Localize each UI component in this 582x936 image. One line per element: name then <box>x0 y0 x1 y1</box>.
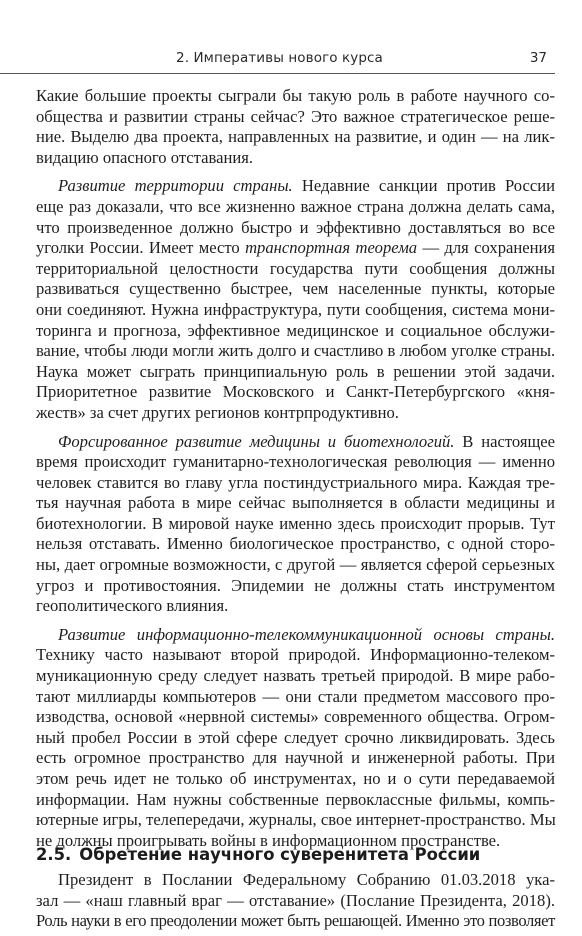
body-text <box>36 86 555 851</box>
text-run: — для сохранения <box>417 238 555 258</box>
paragraph-intro <box>36 86 555 168</box>
paragraph-medicine <box>36 432 555 617</box>
text-run: уголки России. Имеет место <box>36 238 246 258</box>
text-line: общества и развитии страны сейчас? Это важное стратегическое реше- <box>36 106 555 126</box>
paragraph-territory <box>36 176 555 423</box>
text-line: ны, дает огромные возможности, с другой — является сферой серьезных <box>36 555 555 575</box>
text-line: этом речь идет не только об инструментах, но и о сути передаваемой <box>36 769 555 788</box>
text-line: территориальной целостности государства пути сообщения должны <box>36 258 555 278</box>
text-line: зал — «наш главный враг — отставание» (Послание Президента, 2018). <box>36 890 555 910</box>
section-title: Обретение научного суверенитета России <box>79 845 481 864</box>
text-line: Роль науки в его преодолении может быть решающей. Именно это позволяет <box>36 911 555 931</box>
text-line: что произведенное должно быстро и эффективно доставляться во все <box>36 217 555 237</box>
text-line: Какие большие проекты сыграли бы такую роль в работе научного со- <box>36 86 555 105</box>
section-body <box>36 870 555 932</box>
text-line <box>36 625 555 646</box>
text-line: Президент в Послании Федеральному Собранию 01.03.2018 ука- <box>58 870 555 889</box>
text-line: ние. Выделю два проекта, направленных на развитие, и один — на лик- <box>36 127 555 147</box>
italic-lead: Развитие информационно-телекоммуникационной основы страны. <box>58 624 555 644</box>
section-number: 2.5. <box>36 845 72 864</box>
text-line: муникационную среду следует назвать третьей природой. В мире рабо- <box>36 666 555 686</box>
text-line: жеств» за счет других регионов контрпродуктивно. <box>36 402 399 422</box>
text-line: человек ставится во главу угла постиндустриального мира. Каждая тре- <box>36 472 555 492</box>
text-line: Наука может сыграть принципиальную роль в решении этой задачи. <box>36 361 555 381</box>
text-line <box>36 432 555 453</box>
text-line <box>36 176 555 197</box>
text-line <box>36 238 555 259</box>
running-head-section: 2. Императивы нового курса <box>176 50 383 66</box>
italic-lead: Форсированное развитие медицины и биотехнологий. <box>58 431 455 451</box>
running-head <box>0 46 555 72</box>
italic-lead: Развитие территории страны. <box>58 176 293 196</box>
text-line: ютерные игры, телепередачи, журналы, свое интернет-пространство. Мы <box>36 810 556 830</box>
text-line: время происходит гуманитарно-технологическая революция — именно <box>36 452 555 472</box>
text-line: видацию опасного отставания. <box>36 147 253 167</box>
text-line: Приоритетное развитие Московского и Санкт-Петербургского «кня- <box>36 382 555 402</box>
italic-term: транспортная теорема <box>245 238 418 258</box>
text-line: нельзя отставать. Именно биологическое пространство, с одной сторо- <box>36 534 555 554</box>
text-line: тают миллиарды компьютеров — они стали предметом массового про- <box>36 686 555 706</box>
text-line: не должны проигрывать войны в информационном пространстве. <box>36 830 501 850</box>
text-line: информации. Нам нужны собственные первоклассные фильмы, компь- <box>36 789 555 809</box>
text-line: тья научная работа в мире сейчас выполняется в области медицины и <box>36 493 555 513</box>
text-run: Недавние санкции против России <box>292 176 555 196</box>
text-line: угроз и противостояния. Эпидемии не должны стать инструментом <box>36 575 555 595</box>
text-line: ный пробел России в этой сфере следует срочно ликвидировать. Здесь <box>36 727 555 747</box>
page-number: 37 <box>529 50 547 66</box>
text-line: геополитического влияния. <box>36 596 229 616</box>
text-line: биотехнологии. В мировой науке именно здесь происходит прорыв. Тут <box>36 513 555 533</box>
text-line: торинга и прогноза, эффективное медицинское и социальное обслужи- <box>36 320 555 340</box>
text-line: вание, чтобы люди могли жить долго и счастливо в любом уголке страны. <box>36 341 555 361</box>
text-line: развиваться существенно быстрее, чем населенные пункты, которые <box>36 279 555 299</box>
text-line: они соединяют. Нужна инфраструктура, пути сообщения, система мони- <box>36 299 555 319</box>
text-line: еще раз доказали, что все жизненно важное страна должна делать сама, <box>36 196 555 216</box>
text-line: изводства, основой «нервной системы» современного общества. Огром- <box>36 707 555 727</box>
text-line: есть огромное пространство для научной и инженерной работы. При <box>36 748 555 768</box>
paragraph-it <box>36 625 555 852</box>
header-rule <box>0 73 555 74</box>
text-line: Технику часто называют второй природой. Информационно-телеком- <box>36 645 555 665</box>
text-run: В настоящее <box>454 431 555 451</box>
section-heading <box>36 845 480 864</box>
